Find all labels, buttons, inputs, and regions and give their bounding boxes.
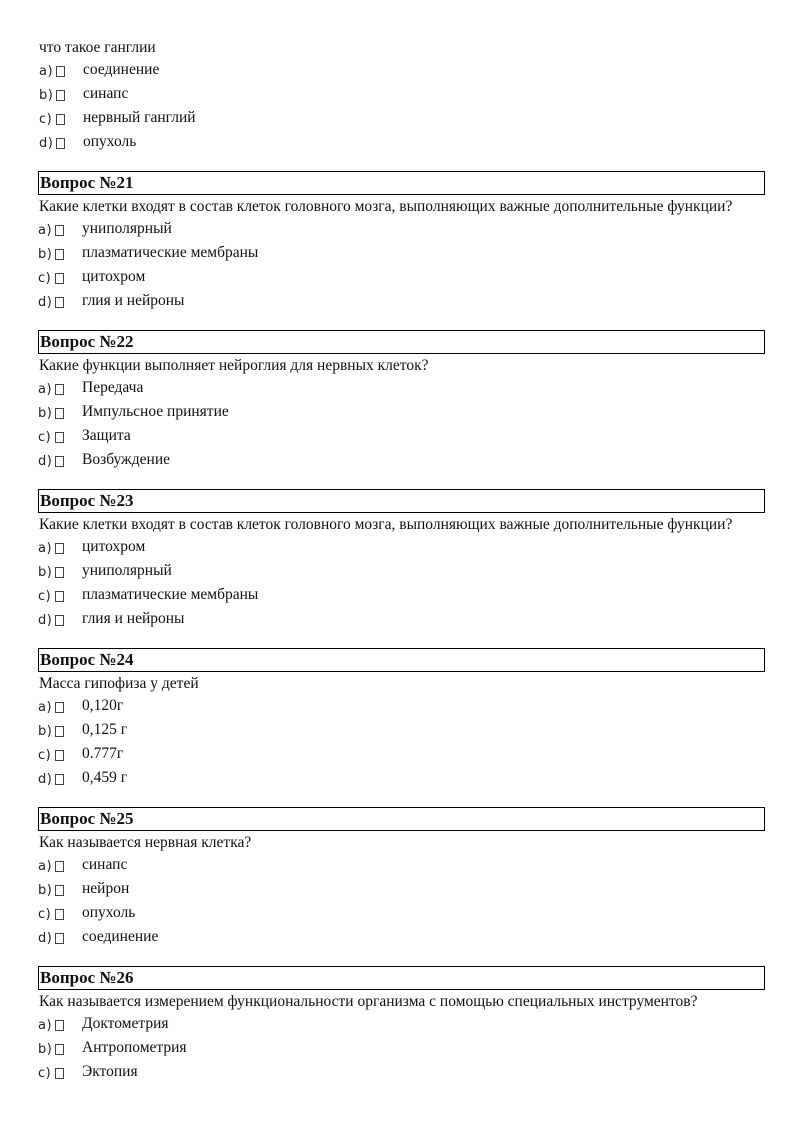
answer-option[interactable] [38, 449, 765, 473]
answer-option[interactable] [38, 695, 765, 719]
checkbox-icon[interactable] [55, 591, 64, 602]
answer-text: плазматические мембраны [82, 244, 259, 261]
answer-letter: c) [38, 429, 52, 445]
answer-letter: d) [38, 453, 53, 469]
checkbox-icon[interactable] [55, 456, 64, 467]
answer-option[interactable] [38, 242, 765, 266]
question-stem: что такое ганглии [39, 39, 156, 56]
answer-option[interactable] [38, 290, 765, 314]
question-header [38, 171, 765, 195]
answer-letter: a) [38, 540, 53, 556]
answer-option[interactable] [38, 584, 765, 608]
checkbox-icon[interactable] [55, 1044, 64, 1055]
checkbox-icon[interactable] [56, 66, 65, 77]
answer-letter: c) [38, 1065, 52, 1081]
answer-text: плазматические мембраны [82, 586, 259, 603]
answer-letter: c) [39, 111, 53, 127]
question-block-26 [38, 966, 765, 1085]
answer-option[interactable] [38, 743, 765, 767]
answer-text: Возбуждение [82, 451, 170, 468]
answer-letter: a) [38, 222, 53, 238]
question-title: Вопрос №23 [40, 491, 134, 510]
answer-letter: a) [38, 858, 53, 874]
checkbox-icon[interactable] [56, 90, 65, 101]
answer-letter: c) [38, 747, 52, 763]
intro-question [39, 38, 765, 155]
answer-letter: b) [38, 1041, 53, 1057]
answer-list [38, 854, 765, 950]
answer-option[interactable] [39, 107, 765, 131]
answer-option[interactable] [38, 377, 765, 401]
question-stem: Какие клетки входят в состав клеток головного мозга, выполняющих важные дополнительные функции? [39, 516, 733, 533]
question-title: Вопрос №21 [40, 173, 134, 192]
answer-letter: b) [38, 246, 53, 262]
answer-option[interactable] [38, 425, 765, 449]
question-title: Вопрос №26 [40, 968, 134, 987]
question-header [38, 648, 765, 672]
answer-letter: a) [39, 63, 54, 79]
answer-letter: d) [38, 612, 53, 628]
answer-text: цитохром [82, 268, 146, 285]
answer-text: Передача [82, 379, 144, 396]
answer-option[interactable] [38, 902, 765, 926]
answer-option[interactable] [39, 59, 765, 83]
answer-text: соединение [83, 61, 160, 78]
checkbox-icon[interactable] [56, 114, 65, 125]
answer-option[interactable] [38, 560, 765, 584]
answer-option[interactable] [38, 608, 765, 632]
checkbox-icon[interactable] [55, 726, 64, 737]
answer-option[interactable] [38, 926, 765, 950]
answer-option[interactable] [38, 878, 765, 902]
answer-option[interactable] [38, 767, 765, 791]
checkbox-icon[interactable] [55, 273, 64, 284]
answer-text: униполярный [82, 220, 172, 237]
question-block-25 [38, 807, 765, 950]
answer-letter: c) [38, 270, 52, 286]
checkbox-icon[interactable] [55, 861, 64, 872]
question-header [38, 489, 765, 513]
answer-letter: b) [38, 405, 53, 421]
question-stem: Какие функции выполняет нейроглия для нервных клеток? [39, 357, 429, 374]
answer-option[interactable] [38, 218, 765, 242]
answer-option[interactable] [38, 401, 765, 425]
question-stem: Какие клетки входят в состав клеток головного мозга, выполняющих важные дополнительные функции? [39, 198, 733, 215]
question-stem: Как называется измерением функциональности организма с помощью специальных инструментов? [39, 993, 698, 1010]
answer-list [38, 536, 765, 632]
answer-option[interactable] [38, 1037, 765, 1061]
answer-list [38, 218, 765, 314]
answer-option[interactable] [38, 1061, 765, 1085]
answer-option[interactable] [38, 1013, 765, 1037]
checkbox-icon[interactable] [55, 567, 64, 578]
answer-option[interactable] [38, 854, 765, 878]
checkbox-icon[interactable] [55, 432, 64, 443]
answer-text: Антропометрия [82, 1039, 187, 1056]
answer-text: Эктопия [82, 1063, 138, 1080]
checkbox-icon[interactable] [55, 249, 64, 260]
answer-text: синапс [83, 85, 129, 102]
checkbox-icon[interactable] [55, 702, 64, 713]
answer-letter: d) [38, 294, 53, 310]
answer-text: Доктометрия [82, 1015, 169, 1032]
checkbox-icon[interactable] [55, 909, 64, 920]
answer-list [38, 377, 765, 473]
question-block-24 [38, 648, 765, 791]
answer-text: глия и нейроны [82, 610, 185, 627]
answer-letter: c) [38, 906, 52, 922]
checkbox-icon[interactable] [55, 750, 64, 761]
answer-list [39, 59, 765, 155]
answer-text: Защита [82, 427, 131, 444]
answer-option[interactable] [38, 719, 765, 743]
answer-text: синапс [82, 856, 128, 873]
question-header [38, 807, 765, 831]
answer-letter: d) [38, 771, 53, 787]
answer-text: 0,459 г [82, 769, 128, 786]
checkbox-icon[interactable] [55, 885, 64, 896]
checkbox-icon[interactable] [55, 933, 64, 944]
checkbox-icon[interactable] [55, 297, 64, 308]
answer-text: цитохром [82, 538, 146, 555]
answer-option[interactable] [39, 83, 765, 107]
answer-text: нервный ганглий [83, 109, 196, 126]
answer-text: Импульсное принятие [82, 403, 229, 420]
question-stem: Как называется нервная клетка? [39, 834, 252, 851]
checkbox-icon[interactable] [55, 408, 64, 419]
question-header [38, 966, 765, 990]
question-header [38, 330, 765, 354]
answer-letter: c) [38, 588, 52, 604]
answer-letter: b) [38, 882, 53, 898]
question-stem: Масса гипофиза у детей [39, 675, 199, 692]
answer-text: опухоль [83, 133, 137, 150]
answer-text: глия и нейроны [82, 292, 185, 309]
question-title: Вопрос №25 [40, 809, 134, 828]
question-title: Вопрос №22 [40, 332, 134, 351]
answer-letter: d) [38, 930, 53, 946]
checkbox-icon[interactable] [55, 543, 64, 554]
checkbox-icon[interactable] [55, 384, 64, 395]
answer-text: униполярный [82, 562, 172, 579]
checkbox-icon[interactable] [56, 138, 65, 149]
answer-text: 0,120г [82, 697, 124, 714]
answer-text: опухоль [82, 904, 136, 921]
checkbox-icon[interactable] [55, 1068, 64, 1079]
answer-text: соединение [82, 928, 159, 945]
answer-letter: a) [38, 1017, 53, 1033]
answer-text: нейрон [82, 880, 130, 897]
answer-letter: a) [38, 381, 53, 397]
answer-text: 0.777г [82, 745, 124, 762]
answer-list [38, 695, 765, 791]
answer-option[interactable] [38, 536, 765, 560]
answer-option[interactable] [38, 266, 765, 290]
answer-letter: b) [39, 87, 54, 103]
answer-letter: b) [38, 564, 53, 580]
checkbox-icon[interactable] [55, 225, 64, 236]
question-block-22 [38, 330, 765, 473]
question-block-23 [38, 489, 765, 632]
answer-list [38, 1013, 765, 1085]
question-title: Вопрос №24 [40, 650, 134, 669]
answer-option[interactable] [39, 131, 765, 155]
question-block-21 [38, 171, 765, 314]
answer-text: 0,125 г [82, 721, 128, 738]
checkbox-icon[interactable] [55, 615, 64, 626]
answer-letter: a) [38, 699, 53, 715]
answer-letter: b) [38, 723, 53, 739]
answer-letter: d) [39, 135, 54, 151]
checkbox-icon[interactable] [55, 774, 64, 785]
checkbox-icon[interactable] [55, 1020, 64, 1031]
